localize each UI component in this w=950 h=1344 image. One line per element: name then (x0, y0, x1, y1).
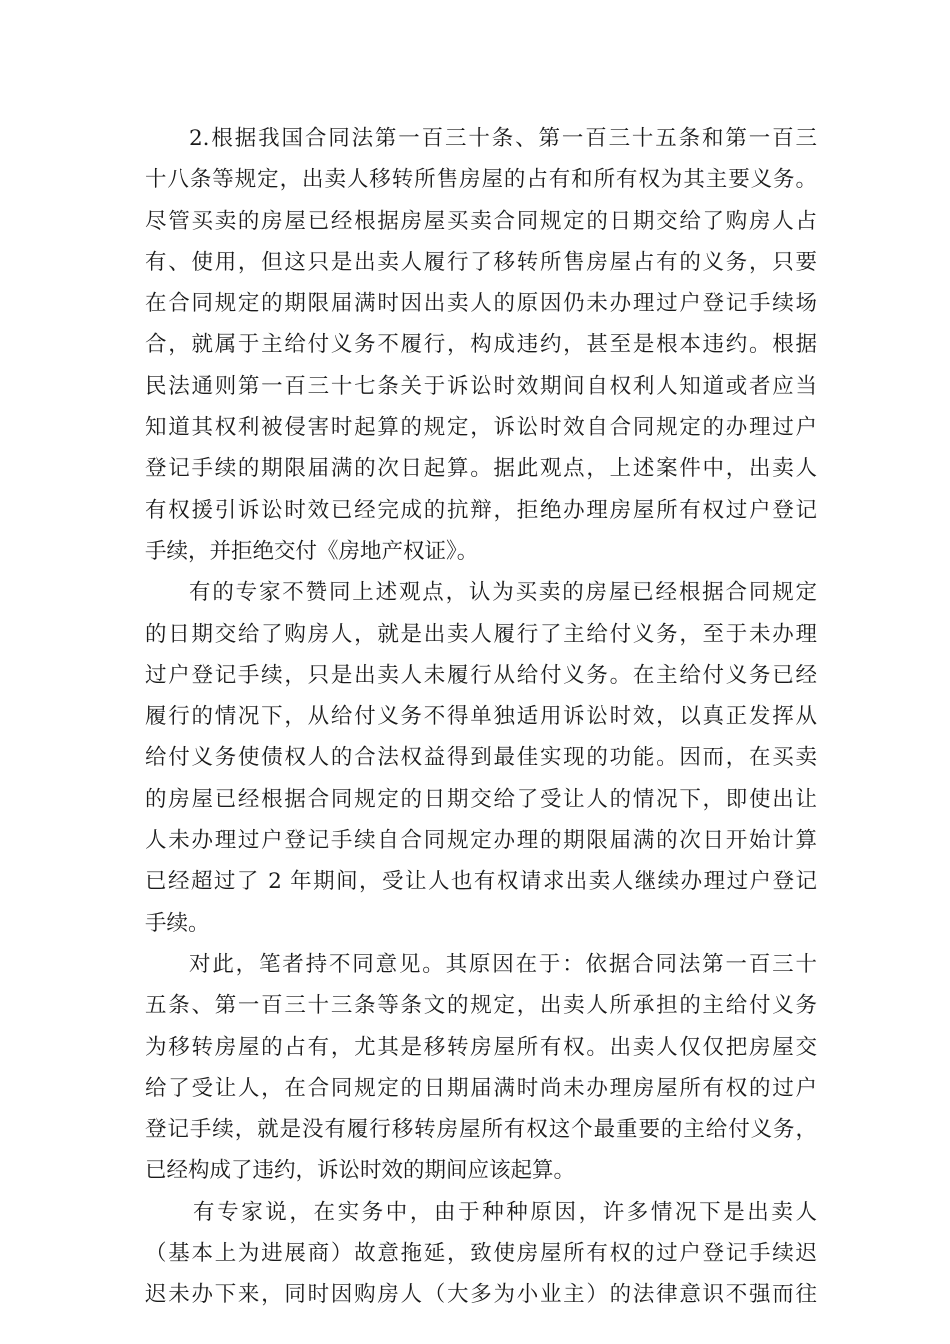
paragraph-1-line: 2.根据我国合同法第一百三十条、第一百三十五条和第一百三 (189, 126, 817, 151)
paragraph-4-line: 迟未办下来，同时因购房人（大多为小业主）的法律意识不强而往 (145, 1282, 817, 1308)
paragraph-3-line: 登记手续，就是没有履行移转房屋所有权这个最重要的主给付义务， (145, 1117, 817, 1143)
paragraph-3-line: 五条、第一百三十三条等条文的规定，出卖人所承担的主给付义务 (145, 993, 817, 1019)
document-body (145, 118, 817, 1316)
paragraph-1-line: 十八条等规定，出卖人移转所售房屋的占有和所有权为其主要义务。 (145, 167, 817, 193)
paragraph-1-line: 登记手续的期限届满的次日起算。据此观点，上述案件中，出卖人 (145, 456, 817, 482)
paragraph-2-line: 给付义务使债权人的合法权益得到最佳实现的功能。因而，在买卖 (145, 745, 817, 771)
paragraph-1-line: 尽管买卖的房屋已经根据房屋买卖合同规定的日期交给了购房人占 (145, 208, 817, 234)
paragraph-1-line: 有权援引诉讼时效已经完成的抗辩，拒绝办理房屋所有权过户登记 (145, 497, 817, 523)
paragraph-2-line: 人未办理过户登记手续自合同规定办理的期限届满的次日开始计算 (145, 828, 817, 854)
paragraph-1-line: 民法通则第一百三十七条关于诉讼时效期间自权利人知道或者应当 (145, 373, 817, 399)
paragraph-3-line: 给了受让人，在合同规定的日期届满时尚未办理房屋所有权的过户 (145, 1075, 817, 1101)
paragraph-1-line: 知道其权利被侵害时起算的规定，诉讼时效自合同规定的办理过户 (145, 415, 817, 441)
paragraph-4-line: 有专家说，在实务中，由于种种原因，许多情况下是出卖人 (193, 1199, 817, 1225)
paragraph-2-line: 已经超过了 2 年期间，受让人也有权请求出卖人继续办理过户登记 (145, 869, 817, 895)
paragraph-1-line: 有、使用，但这只是出卖人履行了移转所售房屋占有的义务，只要 (145, 249, 817, 275)
paragraph-2-line: 的房屋已经根据合同规定的日期交给了受让人的情况下，即使出让 (145, 786, 817, 812)
paragraph-2-line: 有的专家不赞同上述观点，认为买卖的房屋已经根据合同规定 (189, 580, 817, 606)
paragraph-1-line: 手续，并拒绝交付《房地产权证》。 (145, 538, 479, 564)
paragraph-4-line: （基本上为进展商）故意拖延，致使房屋所有权的过户登记手续迟 (145, 1241, 817, 1267)
paragraph-2-line: 履行的情况下，从给付义务不得单独适用诉讼时效，以真正发挥从 (145, 704, 817, 730)
paragraph-2-line: 手续。 (145, 910, 210, 936)
paragraph-1-line: 合，就属于主给付义务不履行，构成违约，甚至是根本违约。根据 (145, 332, 817, 358)
paragraph-1-line: 在合同规定的期限届满时因出卖人的原因仍未办理过户登记手续场 (145, 291, 817, 317)
paragraph-3-line: 为移转房屋的占有，尤其是移转房屋所有权。出卖人仅仅把房屋交 (145, 1034, 817, 1060)
paragraph-2-line: 过户登记手续，只是出卖人未履行从给付义务。在主给付义务已经 (145, 662, 817, 688)
paragraph-2-line: 的日期交给了购房人，就是出卖人履行了主给付义务，至于未办理 (145, 621, 817, 647)
paragraph-3-line: 对此，笔者持不同意见。其原因在于：依据合同法第一百三十 (189, 951, 817, 977)
paragraph-3-line: 已经构成了违约，诉讼时效的期间应该起算。 (145, 1158, 576, 1184)
